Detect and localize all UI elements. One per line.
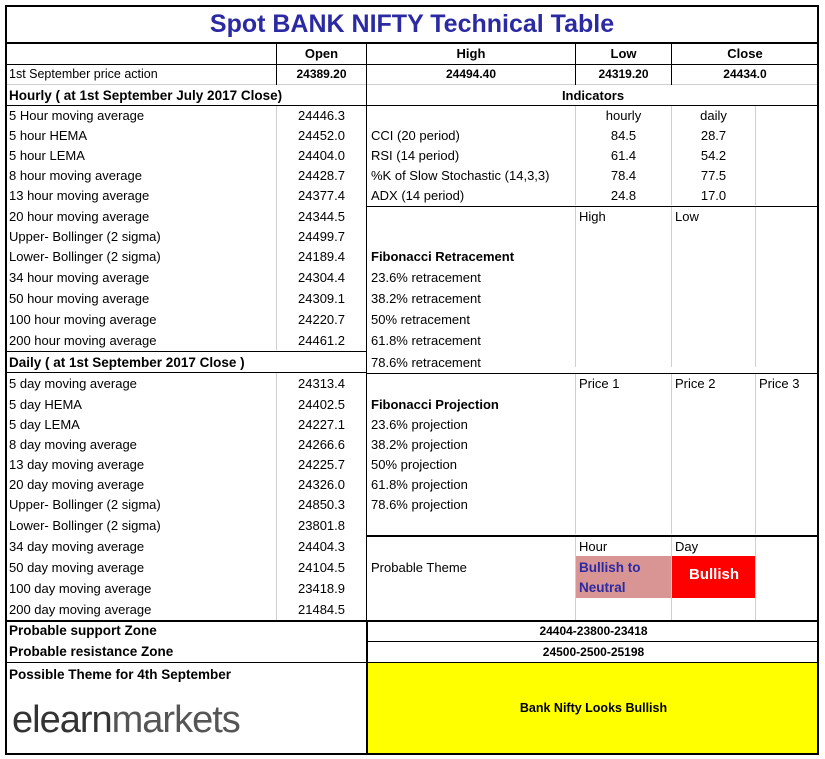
fib-retracement-row: 38.2% retracement [371,291,481,306]
fib-projection-row: 38.2% projection [371,437,468,452]
indicators-heading: Indicators [561,88,625,103]
price-action-low: 24319.20 [598,67,649,81]
support-value: 24404-23800-23418 [539,624,648,638]
fib-retracement-heading: Fibonacci Retracement [371,249,515,264]
hourly-row-label: 13 hour moving average [9,188,150,203]
daily-row-value: 24850.3 [298,497,345,512]
daily-row-value: 24402.5 [298,397,345,412]
daily-row-value: 24313.4 [298,376,345,391]
price-action-high: 24494.40 [445,67,497,81]
daily-row-value: 24104.5 [298,560,345,575]
support-label: Probable support Zone [9,623,157,638]
daily-row-label: 200 day moving average [9,602,152,617]
fib-projection-heading: Fibonacci Projection [371,397,499,412]
daily-row-label: 5 day moving average [9,376,137,391]
hourly-row-value: 24377.4 [298,188,345,203]
proj-col-price2: Price 2 [675,376,716,391]
hourly-row-value: 24309.1 [298,291,345,306]
hourly-row-value: 24344.5 [298,209,345,224]
resistance-label: Probable resistance Zone [9,644,174,659]
daily-heading: Daily ( at 1st September 2017 Close ) [9,355,245,370]
fib-retracement-row: 23.6% retracement [371,270,481,285]
hourly-row-value: 24304.4 [298,270,345,285]
hourly-row-label: 8 hour moving average [9,168,142,183]
hourly-row-label: Lower- Bollinger (2 sigma) [9,249,161,264]
daily-row-label: 13 day moving average [9,457,145,472]
hourly-row-value: 24220.7 [298,312,345,327]
theme-hour-line2: Neutral [579,580,626,595]
fib-projection-row: 78.6% projection [371,497,468,512]
daily-row-label: Lower- Bollinger (2 sigma) [9,518,161,533]
indicators-col-hourly: hourly [605,108,642,123]
theme-col-day: Day [675,539,699,554]
theme-hour-line1: Bullish to [579,560,641,575]
possible-theme-label: Possible Theme for 4th September [9,667,232,682]
daily-row-label: 100 day moving average [9,581,152,596]
indicator-hourly: 78.4 [610,168,637,183]
hourly-row-value: 24446.3 [298,108,345,123]
resistance-value: 24500-2500-25198 [542,645,645,659]
hourly-row-value: 24461.2 [298,333,345,348]
indicator-label: RSI (14 period) [371,148,460,163]
hourly-row-label: 100 hour moving average [9,312,157,327]
hourly-row-label: 34 hour moving average [9,270,150,285]
daily-row-value: 23801.8 [298,518,345,533]
hourly-row-value: 24189.4 [298,249,345,264]
daily-row-label: 50 day moving average [9,560,145,575]
price-action-open: 24389.20 [296,67,347,81]
daily-row-label: 20 day moving average [9,477,145,492]
indicator-hourly: 24.8 [610,188,637,203]
price-action-close: 24434.0 [723,67,767,81]
indicator-hourly: 84.5 [610,128,637,143]
daily-row-label: Upper- Bollinger (2 sigma) [9,497,161,512]
fib-projection-row: 50% projection [371,457,457,472]
hourly-row-label: 5 Hour moving average [9,108,145,123]
daily-row-label: 5 day LEMA [9,417,80,432]
fib-projection-row: 23.6% projection [371,417,468,432]
indicator-daily: 28.7 [700,128,727,143]
daily-row-label: 8 day moving average [9,437,137,452]
hourly-row-value: 24404.0 [298,148,345,163]
indicator-label: CCI (20 period) [371,128,460,143]
fib-retracement-row: 78.6% retracement [371,355,481,370]
hourly-row-label: 50 hour moving average [9,291,150,306]
fib-col-low: Low [675,209,699,224]
header-close: Close [727,46,763,61]
fib-retracement-row: 61.8% retracement [371,333,481,348]
hourly-row-label: 20 hour moving average [9,209,150,224]
indicator-label: ADX (14 period) [371,188,465,203]
daily-row-value: 24326.0 [298,477,345,492]
hourly-row-value: 24499.7 [298,229,345,244]
daily-row-label: 5 day HEMA [9,397,82,412]
daily-row-value: 24404.3 [298,539,345,554]
header-low: Low [610,46,637,61]
daily-row-value: 24266.6 [298,437,345,452]
indicators-col-daily: daily [700,108,727,123]
price-action-label: 1st September price action [9,67,158,81]
hourly-row-value: 24428.7 [298,168,345,183]
header-open: Open [304,46,339,61]
hourly-row-label: 5 hour HEMA [9,128,88,143]
fib-projection-row: 61.8% projection [371,477,468,492]
proj-col-price1: Price 1 [579,376,620,391]
daily-row-value: 24227.1 [298,417,345,432]
hourly-row-label: 5 hour LEMA [9,148,85,163]
daily-row-value: 24225.7 [298,457,345,472]
hourly-row-value: 24452.0 [298,128,345,143]
theme-col-hour: Hour [579,539,608,554]
indicator-daily: 17.0 [700,188,727,203]
daily-row-value: 21484.5 [298,602,345,617]
fib-retracement-row: 50% retracement [371,312,470,327]
possible-theme-value: Bank Nifty Looks Bullish [519,701,668,715]
proj-col-price3: Price 3 [759,376,800,391]
hourly-heading: Hourly ( at 1st September July 2017 Close) [9,88,283,103]
indicator-hourly: 61.4 [610,148,637,163]
fib-col-high: High [579,209,606,224]
elearnmarkets-logo: elearnmarkets [12,699,240,741]
daily-row-label: 34 day moving average [9,539,145,554]
probable-theme-label: Probable Theme [371,560,467,575]
daily-row-value: 23418.9 [298,581,345,596]
hourly-row-label: Upper- Bollinger (2 sigma) [9,229,161,244]
indicator-label: %K of Slow Stochastic (14,3,3) [371,168,550,183]
theme-day-value: Bullish [688,566,739,583]
indicator-daily: 77.5 [700,168,727,183]
hourly-row-label: 200 hour moving average [9,333,157,348]
indicator-daily: 54.2 [700,148,727,163]
header-high: High [456,46,486,61]
page-title: Spot BANK NIFTY Technical Table [209,10,615,38]
